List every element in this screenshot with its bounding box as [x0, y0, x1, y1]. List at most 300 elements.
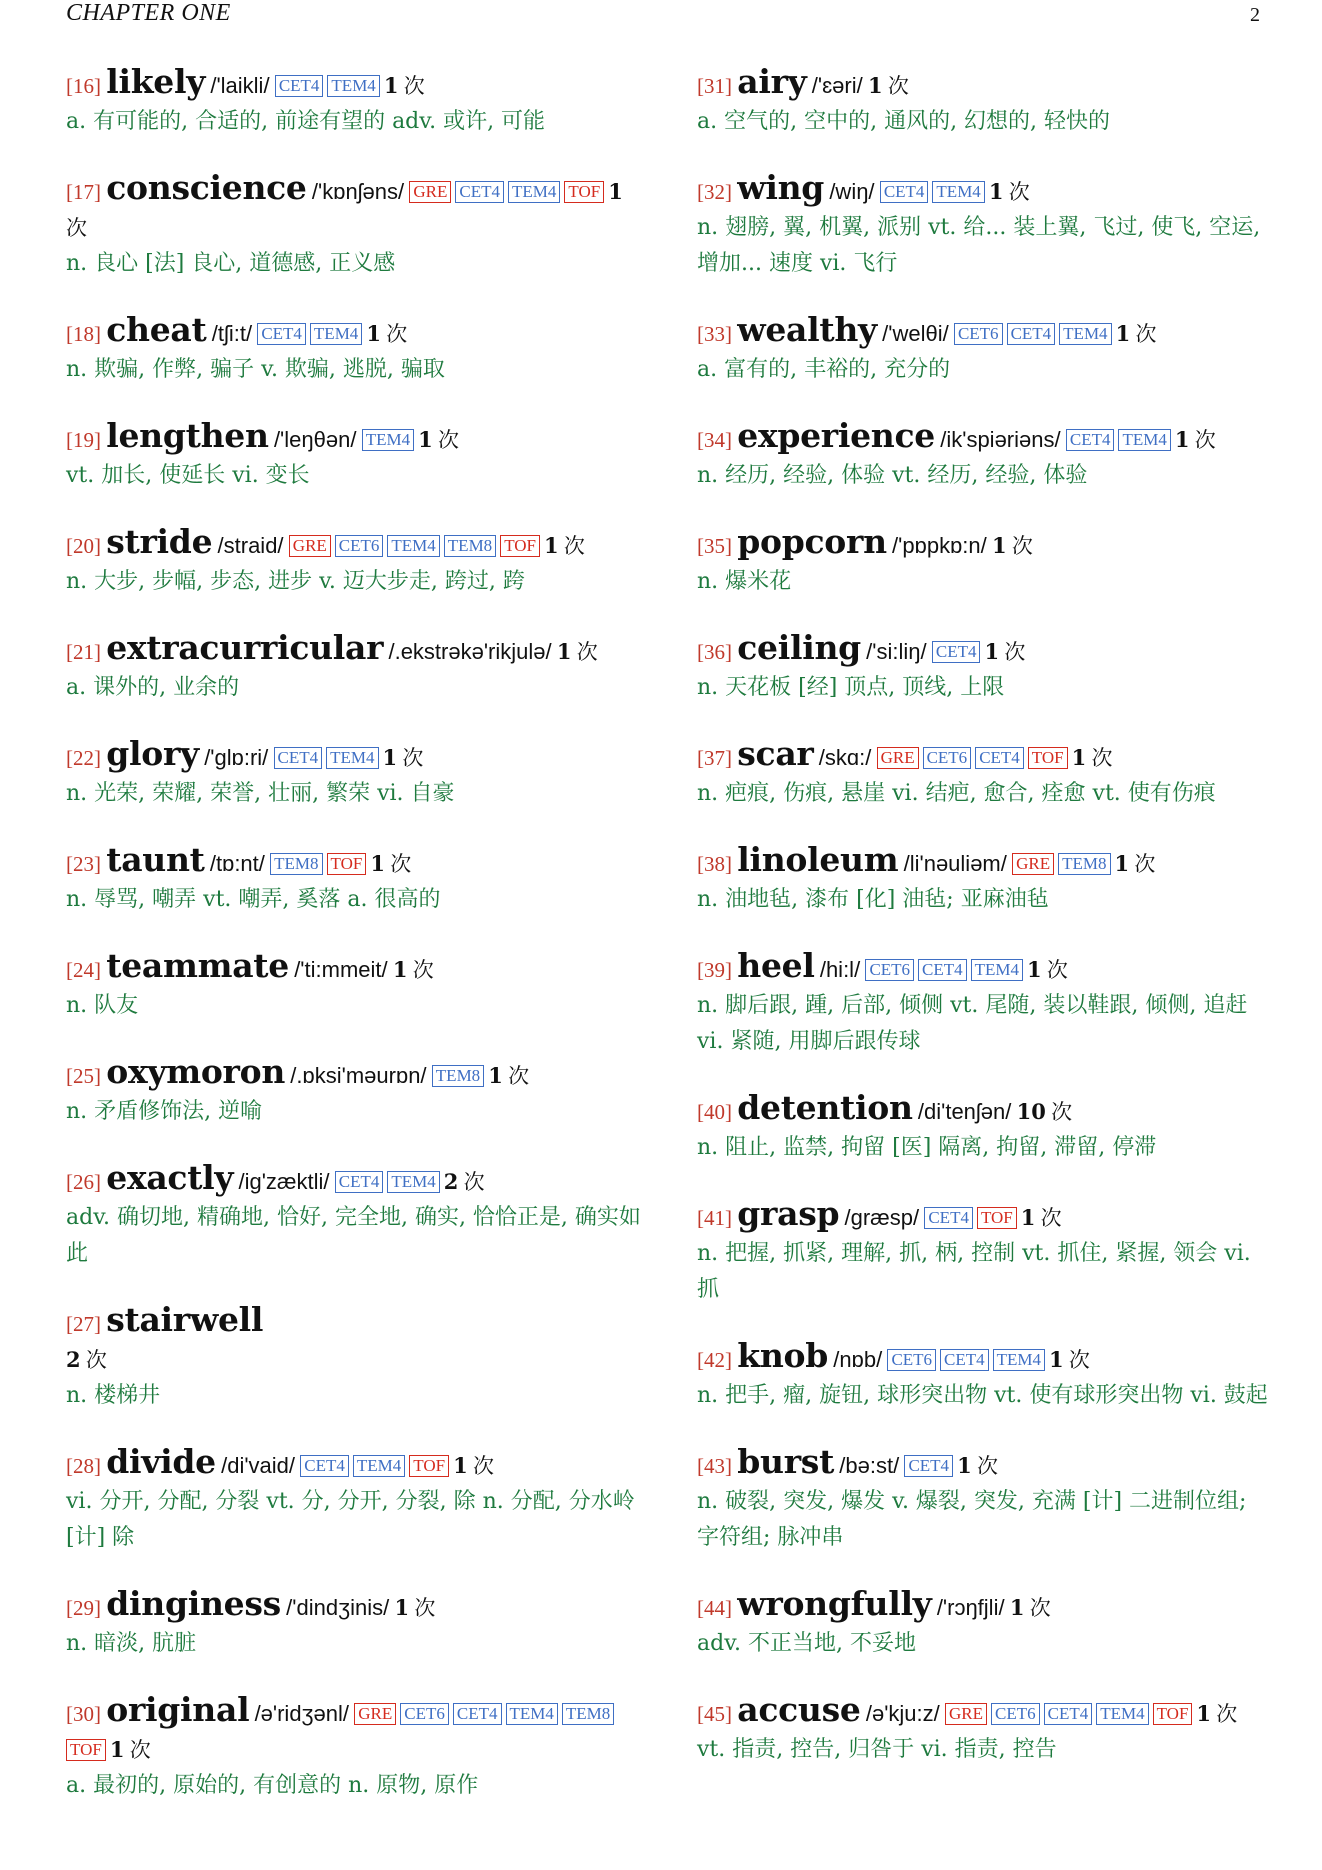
count-number: 1	[488, 1063, 503, 1088]
exam-tag: TEM4	[353, 1455, 405, 1477]
exam-tags	[932, 640, 985, 664]
definition: n. 把手, 瘤, 旋钮, 球形突出物 vt. 使有球形突出物 vi. 鼓起	[697, 1383, 1268, 1408]
headword: oxymoron	[106, 1052, 286, 1091]
entry-number: [28]	[66, 1454, 101, 1478]
entry-number: [35]	[697, 534, 732, 558]
exam-tag: GRE	[945, 1703, 987, 1725]
definition: n. 经历, 经验, 体验 vt. 经历, 经验, 体验	[697, 463, 1088, 488]
frequency-count	[1196, 1702, 1237, 1726]
frequency-count	[1017, 1100, 1072, 1124]
vocab-entry	[66, 948, 641, 1024]
count-unit: 次	[1040, 1206, 1062, 1230]
frequency-count	[394, 1596, 435, 1620]
pronunciation: /nɒb/	[833, 1347, 883, 1372]
entry-headline	[66, 1160, 641, 1200]
pronunciation: /'pɒpkɒ:n/	[892, 533, 987, 558]
pronunciation: /wiŋ/	[829, 179, 875, 204]
left-column	[66, 64, 641, 1834]
frequency-count	[1027, 958, 1068, 982]
frequency-count	[1175, 428, 1216, 452]
exam-tags	[877, 746, 1072, 770]
count-unit: 次	[1216, 1702, 1238, 1726]
entry-headline	[66, 1692, 641, 1768]
frequency-count	[110, 1738, 151, 1762]
frequency-count	[1115, 852, 1156, 876]
entry-headline	[697, 736, 1272, 776]
frequency-count	[418, 428, 459, 452]
headword: heel	[737, 946, 815, 985]
pronunciation: /'glɒ:ri/	[204, 745, 269, 770]
exam-tag: CET4	[455, 181, 504, 203]
vocab-entry	[66, 1302, 641, 1414]
vocab-entry	[66, 418, 641, 494]
exam-tag: TEM4	[1118, 429, 1170, 451]
entry-headline	[697, 418, 1272, 458]
definition: vi. 分开, 分配, 分裂 vt. 分, 分开, 分裂, 除 n. 分配, 分水岭 [计] 除	[66, 1489, 635, 1550]
entry-headline	[697, 1338, 1272, 1378]
vocab-entry	[697, 1692, 1272, 1768]
entry-number: [16]	[66, 74, 101, 98]
exam-tag: CET4	[300, 1455, 349, 1477]
exam-tag: CET6	[954, 323, 1003, 345]
vocab-entry	[66, 842, 641, 918]
exam-tag: GRE	[354, 1703, 396, 1725]
exam-tags	[904, 1454, 957, 1478]
exam-tags	[300, 1454, 453, 1478]
vocab-entry	[66, 1160, 641, 1272]
exam-tag: CET4	[274, 747, 323, 769]
exam-tag: CET4	[918, 959, 967, 981]
vocab-entry	[697, 524, 1272, 600]
exam-tags	[257, 322, 366, 346]
count-number: 2	[66, 1347, 81, 1372]
frequency-count	[1072, 746, 1113, 770]
definition: n. 队友	[66, 993, 139, 1018]
vocab-entry	[697, 1196, 1272, 1308]
exam-tag: GRE	[1012, 853, 1054, 875]
count-number: 1	[392, 957, 408, 982]
definition: n. 油地毡, 漆布 [化] 油毡; 亚麻油毡	[697, 887, 1049, 912]
pronunciation: /'welθi/	[882, 321, 949, 346]
exam-tags	[275, 74, 384, 98]
headword: wrongfully	[737, 1584, 932, 1623]
exam-tag: CET4	[453, 1703, 502, 1725]
count-unit: 次	[1091, 746, 1113, 770]
definition: n. 脚后跟, 踵, 后部, 倾侧 vt. 尾随, 装以鞋跟, 倾侧, 追赶 vi. 紧随, 用脚后跟传球	[697, 993, 1248, 1054]
vocab-entry	[66, 1444, 641, 1556]
definition: n. 光荣, 荣耀, 荣誉, 壮丽, 繁荣 vi. 自豪	[66, 781, 455, 806]
definition: vt. 加长, 使延长 vi. 变长	[66, 463, 310, 488]
headword: dinginess	[106, 1584, 281, 1623]
count-unit: 次	[1135, 322, 1157, 346]
entry-number: [41]	[697, 1206, 732, 1230]
definition: n. 良心 [法] 良心, 道德感, 正义感	[66, 251, 396, 276]
vocab-entry	[66, 170, 641, 282]
pronunciation: /li'nəuliəm/	[903, 851, 1007, 876]
page-number: 2	[1250, 4, 1260, 26]
count-number: 1	[370, 851, 385, 876]
exam-tag: CET4	[335, 1171, 384, 1193]
definition: adv. 确切地, 精确地, 恰好, 完全地, 确实, 恰恰正是, 确实如此	[66, 1205, 641, 1266]
entry-headline	[66, 1302, 641, 1378]
headword: detention	[737, 1088, 913, 1127]
headword: lengthen	[106, 416, 269, 455]
headword: taunt	[106, 840, 205, 879]
entry-headline	[697, 630, 1272, 670]
frequency-count	[370, 852, 411, 876]
vocab-entry	[697, 64, 1272, 140]
count-unit: 次	[1134, 852, 1156, 876]
count-number: 1	[988, 179, 1004, 204]
frequency-count	[957, 1454, 998, 1478]
count-unit: 次	[887, 74, 909, 98]
entry-headline	[66, 736, 641, 776]
definition: a. 富有的, 丰裕的, 充分的	[697, 357, 951, 382]
exam-tags	[362, 428, 418, 452]
vocab-entry	[66, 524, 641, 600]
headword: wealthy	[737, 310, 877, 349]
headword: exactly	[106, 1158, 234, 1197]
exam-tag: TEM4	[1096, 1703, 1148, 1725]
count-number: 1	[868, 73, 883, 98]
vocab-entry	[66, 736, 641, 812]
count-number: 1	[382, 745, 398, 770]
vocab-entry	[697, 630, 1272, 706]
count-unit: 次	[1029, 1596, 1051, 1620]
frequency-count	[393, 958, 434, 982]
pronunciation: /'kɒnʃəns/	[311, 179, 405, 204]
frequency-count	[1116, 322, 1157, 346]
vocab-entry	[697, 170, 1272, 282]
vocab-entry	[697, 1586, 1272, 1662]
exam-tag: TEM4	[993, 1349, 1045, 1371]
frequency-count	[366, 322, 407, 346]
exam-tag: CET4	[1066, 429, 1115, 451]
entry-headline	[697, 1586, 1272, 1626]
exam-tag: TEM4	[326, 747, 378, 769]
entry-headline	[697, 1444, 1272, 1484]
entry-headline	[697, 1090, 1272, 1130]
entry-headline	[66, 948, 641, 988]
count-unit: 次	[1011, 534, 1033, 558]
exam-tag: CET4	[1044, 1703, 1093, 1725]
entry-number: [27]	[66, 1312, 101, 1336]
count-unit: 次	[1004, 640, 1026, 664]
count-unit: 次	[1008, 180, 1030, 204]
vocab-entry	[697, 1090, 1272, 1166]
count-number: 1	[418, 427, 433, 452]
frequency-count	[488, 1064, 529, 1088]
entry-headline	[66, 1586, 641, 1626]
headword: extracurricular	[106, 628, 384, 667]
vocab-entry	[66, 1586, 641, 1662]
entry-number: [21]	[66, 640, 101, 664]
exam-tag: TEM4	[932, 181, 984, 203]
pronunciation: /skɑ:/	[818, 745, 872, 770]
entry-headline	[66, 524, 641, 564]
definition: n. 疤痕, 伤痕, 悬崖 vi. 结疤, 愈合, 痊愈 vt. 使有伤痕	[697, 781, 1216, 806]
vocab-entry	[697, 312, 1272, 388]
exam-tag: CET6	[335, 535, 384, 557]
vocab-entry	[66, 1692, 641, 1804]
frequency-count	[1049, 1348, 1090, 1372]
exam-tag: CET6	[865, 959, 914, 981]
count-number: 1	[453, 1453, 468, 1478]
pronunciation: /'ti:mmeit/	[294, 957, 388, 982]
count-unit: 次	[1194, 428, 1216, 452]
exam-tag: TEM8	[270, 853, 322, 875]
vocab-entry	[697, 1338, 1272, 1414]
vocab-entry	[697, 948, 1272, 1060]
headword: conscience	[106, 168, 307, 207]
pronunciation: /bə:st/	[839, 1453, 900, 1478]
count-number: 2	[443, 1169, 459, 1194]
count-number: 1	[366, 321, 381, 346]
count-number: 1	[1071, 745, 1087, 770]
exam-tag: CET4	[975, 747, 1024, 769]
entry-number: [30]	[66, 1702, 101, 1726]
count-number: 1	[1049, 1347, 1064, 1372]
definition: n. 天花板 [经] 顶点, 顶线, 上限	[697, 675, 1005, 700]
exam-tag: TEM4	[971, 959, 1023, 981]
entry-number: [25]	[66, 1064, 101, 1088]
count-number: 1	[1027, 957, 1042, 982]
exam-tag: GRE	[289, 535, 331, 557]
vocab-entry	[697, 418, 1272, 494]
pronunciation: /ə'ridʒənl/	[254, 1701, 350, 1726]
entry-headline	[66, 842, 641, 882]
definition: n. 暗淡, 肮脏	[66, 1631, 197, 1656]
count-number: 1	[1009, 1595, 1025, 1620]
exam-tag: TEM8	[444, 535, 496, 557]
pronunciation: /'rɔŋfjli/	[936, 1595, 1005, 1620]
headword: grasp	[737, 1194, 840, 1233]
pronunciation: /hi:l/	[819, 957, 861, 982]
headword: stride	[106, 522, 213, 561]
pronunciation: /straid/	[217, 533, 284, 558]
exam-tags	[880, 180, 989, 204]
exam-tag: GRE	[409, 181, 451, 203]
count-number: 1	[556, 639, 572, 664]
pronunciation: /'si:liŋ/	[866, 639, 927, 664]
entry-number: [37]	[697, 746, 732, 770]
count-unit: 次	[403, 74, 425, 98]
right-column	[697, 64, 1272, 1798]
exam-tags	[335, 1170, 444, 1194]
pronunciation: /græsp/	[844, 1205, 920, 1230]
frequency-count	[384, 74, 425, 98]
headword: teammate	[106, 946, 289, 985]
headword: wing	[737, 168, 825, 207]
count-number: 1	[1174, 427, 1190, 452]
entry-headline	[697, 64, 1272, 104]
count-number: 1	[984, 639, 1000, 664]
count-unit: 次	[976, 1454, 998, 1478]
exam-tag: CET4	[275, 75, 324, 97]
headword: ceiling	[737, 628, 861, 667]
entry-headline	[66, 418, 641, 458]
definition: adv. 不正当地, 不妥地	[697, 1631, 916, 1656]
exam-tags	[289, 534, 544, 558]
exam-tag: CET4	[932, 641, 981, 663]
frequency-count	[66, 1348, 107, 1372]
entry-number: [18]	[66, 322, 101, 346]
exam-tag: TOF	[500, 535, 540, 557]
count-number: 1	[383, 73, 399, 98]
headword: original	[106, 1690, 250, 1729]
exam-tag: GRE	[877, 747, 919, 769]
count-number: 1	[1020, 1205, 1036, 1230]
vocab-entry	[697, 842, 1272, 918]
exam-tags	[432, 1064, 488, 1088]
exam-tag: TEM4	[310, 323, 362, 345]
entry-headline	[66, 630, 641, 670]
exam-tag: CET6	[923, 747, 972, 769]
count-number: 1	[544, 533, 559, 558]
definition: n. 翅膀, 翼, 机翼, 派别 vt. 给... 装上翼, 飞过, 使飞, 空运, 增加... 速度 vi. 飞行	[697, 215, 1261, 276]
pronunciation: /ə'kju:z/	[865, 1701, 940, 1726]
count-unit: 次	[472, 1454, 494, 1478]
exam-tag: TEM8	[562, 1703, 614, 1725]
exam-tag: TEM4	[506, 1703, 558, 1725]
headword: accuse	[737, 1690, 861, 1729]
exam-tag: CET4	[940, 1349, 989, 1371]
exam-tag: TEM4	[508, 181, 560, 203]
entry-number: [20]	[66, 534, 101, 558]
pronunciation: /ik'spiəriəns/	[940, 427, 1061, 452]
vocab-entry	[66, 630, 641, 706]
exam-tags	[1066, 428, 1175, 452]
frequency-count	[992, 534, 1033, 558]
pronunciation: /'laikli/	[210, 73, 270, 98]
entry-headline	[66, 1054, 641, 1094]
definition: n. 阻止, 监禁, 拘留 [医] 隔离, 拘留, 滞留, 停滞	[697, 1135, 1157, 1160]
count-number: 1	[1196, 1701, 1212, 1726]
count-number: 1	[109, 1737, 125, 1762]
exam-tags	[270, 852, 370, 876]
count-unit: 次	[66, 216, 87, 240]
definition: a. 有可能的, 合适的, 前途有望的 adv. 或许, 可能	[66, 109, 546, 134]
entry-headline	[697, 524, 1272, 564]
headword: popcorn	[737, 522, 887, 561]
exam-tags	[945, 1702, 1196, 1726]
frequency-count	[383, 746, 424, 770]
vocab-entry	[66, 312, 641, 388]
definition: n. 楼梯井	[66, 1383, 161, 1408]
entry-headline	[66, 64, 641, 104]
definition: n. 辱骂, 嘲弄 vt. 嘲弄, 奚落 a. 很高的	[66, 887, 441, 912]
exam-tag: CET6	[400, 1703, 449, 1725]
headword: knob	[737, 1336, 828, 1375]
entry-number: [17]	[66, 180, 101, 204]
entry-number: [32]	[697, 180, 732, 204]
headword: scar	[737, 734, 814, 773]
pronunciation: /.ekstrəkə'rikjulə/	[388, 639, 552, 664]
entry-headline	[697, 948, 1272, 988]
entry-headline	[66, 312, 641, 352]
count-unit: 次	[386, 322, 408, 346]
exam-tag: TOF	[564, 181, 604, 203]
frequency-count	[444, 1170, 485, 1194]
exam-tag: TOF	[1153, 1703, 1193, 1725]
exam-tags	[887, 1348, 1049, 1372]
exam-tag: TEM4	[387, 1171, 439, 1193]
entry-headline	[697, 1692, 1272, 1732]
definition: n. 欺骗, 作弊, 骗子 v. 欺骗, 逃脱, 骗取	[66, 357, 445, 382]
frequency-count	[984, 640, 1025, 664]
entry-number: [39]	[697, 958, 732, 982]
count-unit: 次	[576, 640, 598, 664]
frequency-count	[1021, 1206, 1062, 1230]
definition: n. 把握, 抓紧, 理解, 抓, 柄, 控制 vt. 抓住, 紧握, 领会 vi. 抓	[697, 1241, 1251, 1302]
pronunciation: /tɒ:nt/	[209, 851, 265, 876]
headword: linoleum	[737, 840, 899, 879]
count-unit: 次	[414, 1596, 436, 1620]
vocab-entry	[66, 1054, 641, 1130]
entry-headline	[697, 312, 1272, 352]
count-unit: 次	[1046, 958, 1068, 982]
count-number: 1	[394, 1595, 410, 1620]
entry-headline	[697, 1196, 1272, 1236]
exam-tag: CET6	[991, 1703, 1040, 1725]
entry-number: [36]	[697, 640, 732, 664]
headword: burst	[737, 1442, 835, 1481]
exam-tag: CET6	[887, 1349, 936, 1371]
vocab-entry	[697, 1444, 1272, 1556]
frequency-count	[453, 1454, 494, 1478]
entry-number: [34]	[697, 428, 732, 452]
entry-number: [33]	[697, 322, 732, 346]
pronunciation: /'leŋθən/	[273, 427, 357, 452]
count-number: 1	[957, 1453, 972, 1478]
entry-number: [19]	[66, 428, 101, 452]
definition: n. 矛盾修饰法, 逆喻	[66, 1099, 263, 1124]
entry-number: [40]	[697, 1100, 732, 1124]
exam-tags	[924, 1206, 1020, 1230]
exam-tag: TOF	[66, 1739, 106, 1761]
exam-tag: CET4	[904, 1455, 953, 1477]
exam-tag: TEM4	[327, 75, 379, 97]
exam-tag: TEM8	[432, 1065, 484, 1087]
entry-headline	[66, 1444, 641, 1484]
exam-tag: CET4	[257, 323, 306, 345]
exam-tags	[409, 180, 608, 204]
headword: glory	[106, 734, 199, 773]
count-unit: 次	[412, 958, 434, 982]
entry-number: [23]	[66, 852, 101, 876]
count-unit: 次	[563, 534, 585, 558]
pronunciation: /ig'zæktli/	[238, 1169, 330, 1194]
entry-number: [43]	[697, 1454, 732, 1478]
definition: a. 课外的, 业余的	[66, 675, 240, 700]
exam-tag: TOF	[977, 1207, 1017, 1229]
pronunciation: /tʃi:t/	[211, 321, 253, 346]
entry-headline	[697, 842, 1272, 882]
count-unit: 次	[1068, 1348, 1090, 1372]
definition: a. 最初的, 原始的, 有创意的 n. 原物, 原作	[66, 1773, 479, 1798]
entry-number: [42]	[697, 1348, 732, 1372]
headword: likely	[106, 62, 206, 101]
entry-number: [29]	[66, 1596, 101, 1620]
headword: divide	[106, 1442, 216, 1481]
entry-headline	[697, 170, 1272, 210]
count-unit: 次	[129, 1738, 151, 1762]
exam-tags	[274, 746, 383, 770]
count-unit: 次	[508, 1064, 530, 1088]
headword: experience	[737, 416, 935, 455]
entry-headline	[66, 170, 641, 246]
exam-tag: TOF	[1028, 747, 1068, 769]
